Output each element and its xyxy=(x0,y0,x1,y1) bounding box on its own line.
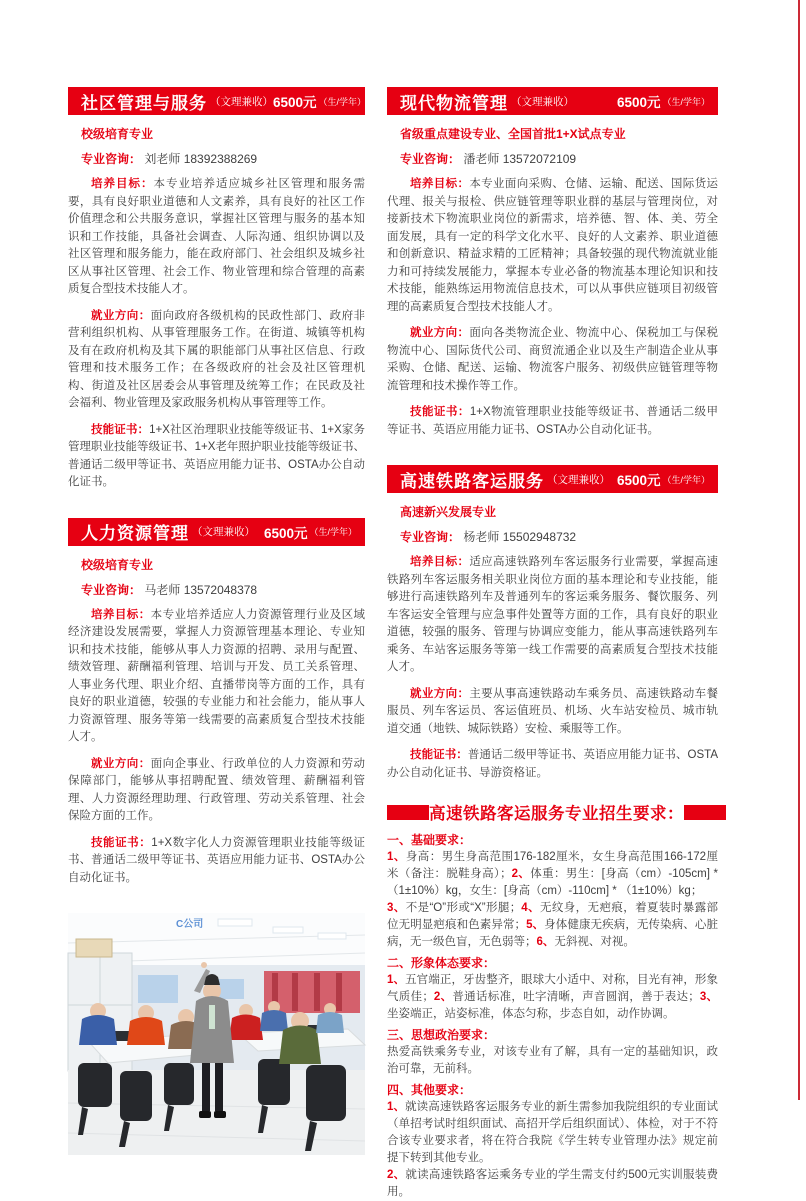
requirement-paragraph xyxy=(387,900,718,951)
paragraph-text: 本专业面向采购、仓储、运输、配送、国际货运代理、报关与报检、供应链管理等职业群的基层与管理岗位，对接新技术下物流职业岗位的新需求，培养德、智、体、美、劳全面发展，具有一定的科学文化水平、良好的人文素养、职业道德和创新意识、精益求精的工匠精神；具备较强的现代物流就业能力和可持续发展能力，掌握本专业必备的物流基本理论知识和技术技能，能熟练运用物流信息技术，可以从事供应链项目初级管理的高素质复合型技术技能人才。 xyxy=(387,178,719,313)
program-admission-type: （文理兼收） xyxy=(192,526,255,538)
program-tuition-unit: （生/学年） xyxy=(662,474,710,485)
program-paragraph xyxy=(387,325,718,395)
program-paragraph xyxy=(68,422,365,492)
program-badge: 校级培育专业 xyxy=(81,127,154,141)
program-paragraph xyxy=(68,607,365,747)
consult-label: 专业咨询： xyxy=(81,152,142,166)
page-edge-accent xyxy=(798,0,800,1100)
left-programs xyxy=(68,87,365,887)
paragraph-text: 主要从事高速铁路动车乘务员、高速铁路动车餐服员、列车客运员、客运值班员、机场、火车站安检员、城市轨道交通（地铁、城际铁路）安检、乘服等工作。 xyxy=(387,687,719,735)
paragraph-lead: 技能证书： xyxy=(91,423,150,436)
program-paragraph xyxy=(68,176,365,299)
requirement-item-text: 体重：男生：[身高（cm）-105cm] * （1±10%）kg，女生：[身高（cm）-110cm] * （1±10%）kg； xyxy=(387,868,718,897)
requirement-group-body xyxy=(387,972,718,1023)
requirement-group-body xyxy=(387,849,718,951)
right-programs xyxy=(387,87,718,782)
program-tuition: 6500元 xyxy=(616,473,661,488)
program-admission-type: （文理兼收） xyxy=(547,473,610,486)
program-tuition-unit: （生/学年） xyxy=(662,96,710,107)
requirement-item-text: 身体健康无疾病，无传染病、心脏病，无一级色盲，无色弱等； xyxy=(387,919,718,948)
program-tuition-unit: （生/学年） xyxy=(318,96,367,107)
requirement-item-text: 不是“O”形或“X”形腿； xyxy=(405,902,522,914)
program-card xyxy=(68,518,365,888)
requirement-item-number: 2、 xyxy=(387,1169,406,1181)
admission-requirements xyxy=(387,800,718,1201)
paragraph-text: 本专业培养适应城乡社区管理和服务需要，具有良好职业道德和人文素养，具有良好的社区工作价值理念和公共服务意识，掌握社区管理与服务的基本知识和工作技能，具备社会调查、人际沟通、组织协调以及社区管理和服务能力，能在政府部门、社会组织及城乡社区从事社区管理、社会工作、物业管理和综合管理的高素质复合型技术技能人才。 xyxy=(68,178,365,295)
requirements-groups xyxy=(387,832,718,1201)
program-body xyxy=(387,554,718,782)
requirement-paragraph xyxy=(387,1167,718,1201)
classroom-photo xyxy=(68,913,365,1155)
paragraph-lead: 技能证书： xyxy=(410,406,470,418)
program-tuition: 6500元 xyxy=(263,525,308,541)
requirement-group-title: 三、思想政治要求： xyxy=(387,1028,496,1042)
program-header-bar xyxy=(68,87,365,115)
requirement-group xyxy=(387,832,718,951)
program-tuition-unit: （生/学年） xyxy=(309,527,357,537)
requirement-item-text: 五官端正，牙齿整齐，眼球大小适中、对称，目光有神，形象气质佳； xyxy=(387,974,718,1003)
requirements-title: 高速铁路客运服务专业招生要求： xyxy=(429,805,684,823)
paragraph-text: 面向企事业、行政单位的人力资源和劳动保障部门，能够从事招聘配置、绩效管理、薪酬福利管理、人力资源经理助理、行政管理、劳动关系管理、社会保险方面的工作。 xyxy=(68,757,366,822)
paragraph-lead: 就业方向： xyxy=(91,309,151,322)
consult-value: 刘老师 18392388269 xyxy=(144,152,258,166)
requirement-paragraph xyxy=(387,849,718,900)
program-header-bar xyxy=(387,465,718,493)
paragraph-lead: 就业方向： xyxy=(410,687,470,700)
heading-left-block-icon xyxy=(387,805,429,820)
requirement-group xyxy=(387,1082,718,1201)
requirement-item-text: 就读高速铁路客运服务专业的新生需参加我院组织的专业面试（单招考试时组织面试、高招开学后组织面试）、体检，对于不符合该专业要求者，将在符合我院《学生转专业管理办法》规定前提下转到其他专业。 xyxy=(387,1101,718,1164)
paragraph-lead: 培养目标： xyxy=(410,556,470,568)
program-tuition: 6500元 xyxy=(273,95,317,110)
requirement-group-body xyxy=(387,1099,718,1201)
requirement-item-number: 6、 xyxy=(536,936,555,948)
program-paragraph xyxy=(68,756,365,826)
photo-sign-label: C公司 xyxy=(176,919,204,930)
requirement-item-number: 1、 xyxy=(387,1101,406,1113)
right-column xyxy=(387,87,718,1201)
requirement-paragraph xyxy=(387,972,718,1023)
program-body xyxy=(387,176,718,439)
requirement-item-text: 无斜视、对视。 xyxy=(554,936,635,948)
requirement-item-number: 4、 xyxy=(521,902,540,914)
requirement-item-number: 3、 xyxy=(387,902,406,914)
program-title: 社区管理与服务 xyxy=(81,93,207,113)
program-paragraph xyxy=(387,686,718,739)
program-title: 高速铁路客运服务 xyxy=(400,471,544,491)
program-consult-line xyxy=(400,528,718,545)
paragraph-text: 本专业培养适应人力资源管理行业及区域经济建设发展需要，掌握人力资源管理基本理论、专业知识和技术技能，能够从事人力资源的招聘、录用与配置、绩效管理、薪酬福利管理、培训与开发、员工关系管理、人事业务代理、职业介绍、直播带岗等方面的工作，具有良好的职业道德，较强的专业能力和社会能力，能从事人力资源管理、服务等第一线需要的高素质复合型技术技能人才。 xyxy=(68,608,366,743)
program-paragraph xyxy=(68,835,365,888)
program-badge: 校级培育专业 xyxy=(81,557,154,572)
requirement-group-body xyxy=(387,1044,718,1078)
requirement-item-number: 3、 xyxy=(699,991,719,1003)
paragraph-lead: 就业方向： xyxy=(410,327,470,339)
program-card xyxy=(387,87,718,439)
consult-label: 专业咨询： xyxy=(81,582,142,597)
requirement-paragraph xyxy=(387,1099,718,1167)
paragraph-text: 面向政府各级机构的民政性部门、政府非营利组织机构、从事管理服务工作。在街道、城镇等机构及有在政府机构及其下属的职能部门从事社区信息、行政管理和技术服务工作；在各级政府的社会及社区管理机构、街道及社区居委会从事管理及统筹工作；在民政及社会福利、物业管理及家政服务机构从事管理等工作。 xyxy=(68,309,366,409)
program-paragraph xyxy=(387,554,718,677)
requirement-item-text: 无纹身，无疤痕，着夏装时暴露部位无明显疤痕和色素异常； xyxy=(387,902,718,931)
paragraph-lead: 就业方向： xyxy=(91,757,151,770)
paragraph-text: 1+X社区治理职业技能等级证书、1+X家务管理职业技能等级证书、1+X老年照护职业技能等级证书、普通话二级甲等证书、英语应用能力证书、OSTA办公自动化证书。 xyxy=(68,423,366,488)
requirement-group xyxy=(387,1027,718,1078)
consult-value: 马老师 13572048378 xyxy=(144,582,258,597)
program-card xyxy=(68,87,365,492)
paragraph-lead: 培养目标： xyxy=(410,178,470,190)
requirement-group-title: 二、形象体态要求： xyxy=(387,956,496,970)
program-body xyxy=(68,607,365,888)
requirements-heading xyxy=(387,800,718,824)
requirement-item-number: 2、 xyxy=(433,991,453,1003)
paragraph-lead: 培养目标： xyxy=(91,608,151,621)
program-title: 人力资源管理 xyxy=(81,524,189,543)
paragraph-lead: 技能证书： xyxy=(410,749,468,761)
heading-right-block-icon xyxy=(684,805,726,820)
requirement-item-text: 坐姿端正，站姿标准，体态匀称，步态自如，动作协调。 xyxy=(387,1008,675,1020)
consult-label: 专业咨询： xyxy=(400,530,461,544)
program-badge: 高速新兴发展专业 xyxy=(400,505,497,519)
requirement-item-number: 1、 xyxy=(387,974,406,986)
left-column xyxy=(68,87,365,1155)
paragraph-text: 普通话二级甲等证书、英语应用能力证书、OSTA办公自动化证书、导游资格证。 xyxy=(387,749,718,779)
requirement-item-text: 热爱高铁乘务专业，对该专业有了解，具有一定的基础知识，政治可靠，无前科。 xyxy=(387,1046,718,1075)
program-header-bar xyxy=(68,518,365,546)
consult-value: 杨老师 15502948732 xyxy=(463,530,577,544)
requirement-group-title: 一、基础要求： xyxy=(387,833,472,847)
program-consult-line xyxy=(81,150,365,167)
requirement-paragraph xyxy=(387,1044,718,1078)
paragraph-text: 1+X物流管理职业技能等级证书、普通话二级甲等证书、英语应用能力证书、OSTA办公自动化证书。 xyxy=(387,406,719,436)
program-paragraph xyxy=(387,404,718,439)
program-admission-type: （文理兼收） xyxy=(511,95,574,108)
requirement-item-number: 5、 xyxy=(526,919,545,931)
requirement-group xyxy=(387,955,718,1023)
program-header-bar xyxy=(387,87,718,115)
requirement-item-number: 2、 xyxy=(511,868,531,880)
requirement-item-text: 普通话标准，吐字清晰，声音圆润，善于表达； xyxy=(452,991,700,1003)
program-consult-line xyxy=(81,581,365,598)
program-paragraph xyxy=(387,747,718,782)
paragraph-text: 1+X数字化人力资源管理职业技能等级证书、普通话二级甲等证书、英语应用能力证书、OSTA办公自动化证书。 xyxy=(68,836,366,884)
requirement-item-number: 1、 xyxy=(387,851,406,863)
program-tuition: 6500元 xyxy=(616,95,661,110)
program-paragraph xyxy=(68,308,365,413)
paragraph-lead: 培养目标： xyxy=(91,178,154,190)
program-paragraph xyxy=(387,176,718,316)
program-admission-type: （文理兼收） xyxy=(210,95,273,108)
requirement-group-title: 四、其他要求： xyxy=(387,1083,472,1097)
consult-value: 潘老师 13572072109 xyxy=(463,152,577,166)
program-consult-line xyxy=(400,150,718,167)
program-title: 现代物流管理 xyxy=(400,93,508,113)
program-card xyxy=(387,465,718,782)
requirement-item-text: 身高：男生身高范围176-182厘米，女生身高范围166-172厘米（备注：脱鞋身高）； xyxy=(387,851,718,880)
paragraph-lead: 技能证书： xyxy=(91,836,152,849)
requirement-item-text: 就读高速铁路客运乘务专业的学生需支付约500元实训服装费用。 xyxy=(387,1169,718,1198)
consult-label: 专业咨询： xyxy=(400,152,461,166)
program-body xyxy=(68,176,365,492)
paragraph-text: 面向各类物流企业、物流中心、保税加工与保税物流中心、国际货代公司、商贸流通企业以及生产制造企业从事采购、仓储、配送、运输、物流客户服务、初级供应链管理等物流管理和技术操作等工作。 xyxy=(387,327,719,392)
program-badge: 省级重点建设专业、全国首批1+X试点专业 xyxy=(400,127,626,141)
paragraph-text: 适应高速铁路列车客运服务行业需要，掌握高速铁路列车客运服务相关职业岗位方面的基本理论和专业技能，能够进行高速铁路列车及普通列车的客运乘务服务、餐饮服务、列车客运安全管理与应急事件处置等方面的工作，具有良好的职业道德，较强的服务、管理与协调应变能力，能从事高速铁路列车乘务、车站客运服务等第一线工作需要的高素质复合型技术技能人才。 xyxy=(387,556,719,673)
